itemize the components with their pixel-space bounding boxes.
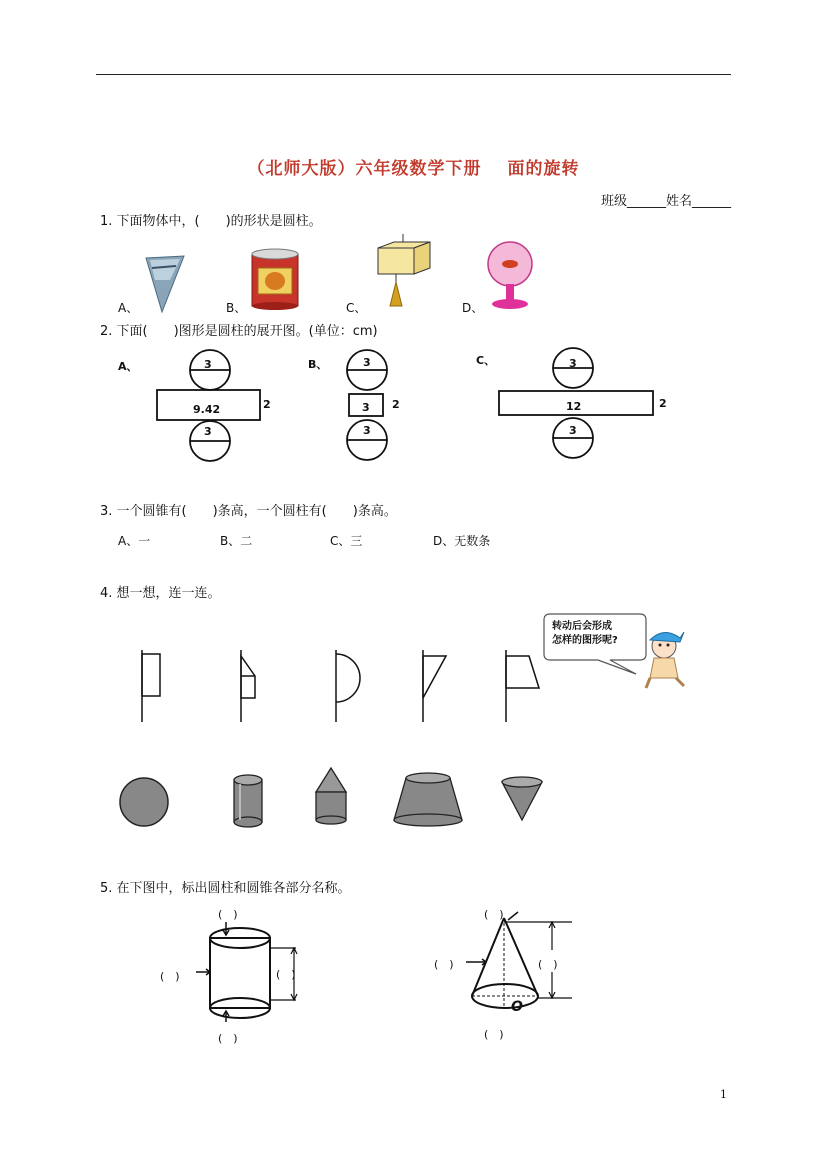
q3-option-a: A、一 [118,534,151,548]
cone-blank-bottom: ( ) [484,1028,504,1041]
net-c-label: C、 [476,354,496,367]
page-number: 1 [720,1088,727,1101]
q1-option-a: A、 [118,301,139,315]
net-c-side-value: 2 [659,397,667,410]
shape-rectangle-triangle-rotation [235,650,265,722]
class-name-line: 班级______姓名______ [600,194,731,209]
shape-trapezoid-rotation [501,650,545,722]
bubble-line-1: 转动后会形成 [552,621,612,632]
bubble-line-2: 怎样的图形呢? [552,635,618,646]
net-b-bottom-value: 3 [363,424,371,437]
cylinder-blank-bottom: ( ) [218,1032,238,1045]
q3-option-b: B、二 [220,534,253,548]
solid-inverted-cone [500,774,544,824]
cone-label-diagram [460,912,590,1022]
net-a-top-value: 3 [204,358,212,371]
ice-cream-cone-image [140,250,190,315]
question-5-text: 5. 在下图中，标出圆柱和圆锥各部分名称。 [100,881,351,896]
net-b-top-value: 3 [363,356,371,369]
cylinder-blank-height: ( ) [276,968,296,981]
cylinder-blank-side: ( ) [160,970,180,983]
net-b-rect-value: 3 [362,401,370,414]
balloon-lamp-image [484,240,540,312]
net-c-top-value: 3 [569,357,577,370]
net-a-label: A、 [118,360,138,373]
cone-blank-height: ( ) [538,958,558,971]
can-image [250,248,300,310]
q3-option-c: C、三 [330,534,363,548]
net-a-side-value: 2 [263,398,271,411]
title-topic: 面的旋转 [507,159,580,179]
net-b-side-value: 2 [392,398,400,411]
page-title [0,154,827,179]
net-b-label: B、 [308,358,328,371]
question-3-text: 3. 一个圆锥有( )条高，一个圆柱有( )条高。 [100,504,397,519]
title-main: （北师大版）六年级数学下册 [247,159,482,179]
net-c-rect-value: 12 [566,400,582,413]
net-c-bottom-value: 3 [569,424,577,437]
question-4-text: 4. 想一想，连一连。 [100,586,221,601]
question-2-text: 2. 下面( )图形是圆柱的展开图。(单位：cm) [100,324,378,339]
shape-triangle-rotation [418,650,452,722]
solid-frustum [392,770,464,830]
q1-option-d: D、 [462,301,484,315]
q1-option-c: C、 [346,301,367,315]
shape-semicircle-rotation [332,650,372,722]
shape-rectangle-rotation [138,650,168,722]
net-a-rect-value: 9.42 [193,403,221,416]
cylinder-blank-top: ( ) [218,908,238,921]
cone-blank-apex: ( ) [484,908,504,921]
lantern-image [372,234,434,314]
header-rule [96,74,731,75]
speech-bubble-text [552,620,618,648]
solid-cone-on-cylinder [310,766,352,828]
solid-cylinder [230,774,266,830]
cartoon-character [640,628,692,690]
q1-option-b: B、 [226,301,247,315]
question-1-text: 1. 下面物体中，( )的形状是圆柱。 [100,214,322,229]
cone-center-mark: O [511,999,523,1015]
q3-option-d: D、无数条 [433,534,491,548]
cone-blank-side: ( ) [434,958,454,971]
solid-sphere [118,776,172,830]
net-a-bottom-value: 3 [204,425,212,438]
